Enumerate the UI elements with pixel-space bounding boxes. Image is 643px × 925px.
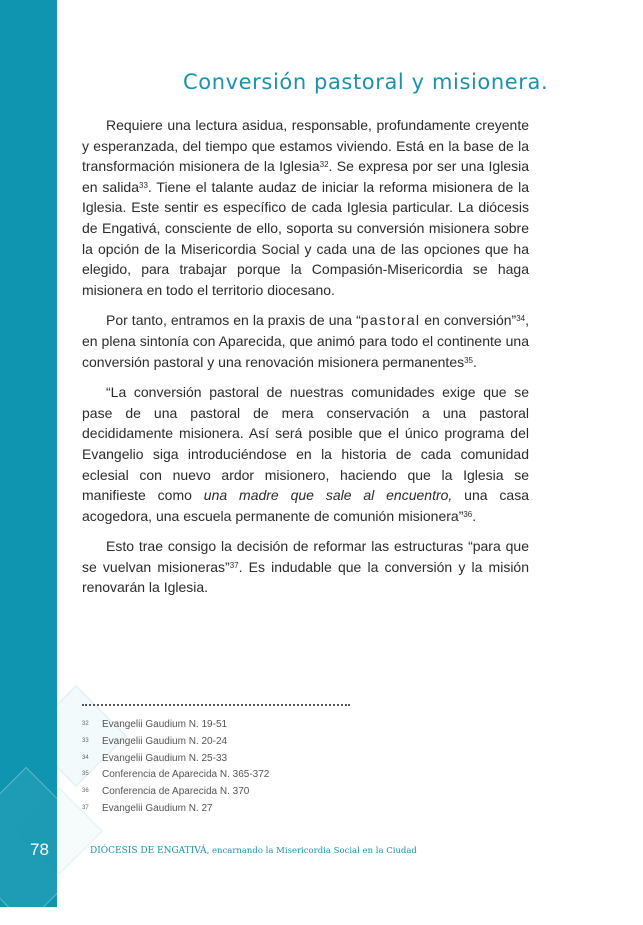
footnote-ref: 37 [229,560,239,570]
sidebar-band [0,0,57,907]
text: en conversión” [420,312,517,329]
text: una casa acogedora, una escuela permanente de comunión misionera” [82,487,529,524]
footnote-ref: 32 [319,160,329,170]
footnote-text: Conferencia de Aparecida N. 365-372 [102,769,270,781]
italic-text: una madre que sale al encuentro, [203,487,453,504]
footnote-ref: 36 [463,509,473,519]
page-title: Conversión pastoral y misionera. [183,70,549,94]
footnotes-list [82,716,269,817]
spaced-word: pastoral [360,312,421,329]
footnote-number: 33 [82,737,89,744]
text: . [472,507,477,524]
footnote-text: Conferencia de Aparecida N. 370 [102,786,250,798]
footnote-ref: 34 [516,314,526,324]
paragraph-4 [82,536,529,598]
text: “La conversión pastoral de nuestras comunidades exige que se pase de una pastoral de mera conservación a una pastoral decididamente misionera. Así será posible que el único programa del Evangelio siga introduciéndose en la historia de cada comunidad eclesial con nuevo ardor misionero, haciendo que la Iglesia se manifieste como [82,384,529,504]
text: Requiere una lectura asidua, responsable, profundamente creyente y esperanzada, del tiempo que estamos viviendo. Está en la base de la transformación misionera de la Iglesia [82,117,529,175]
footnote-number: 35 [82,771,89,778]
paragraph-3 [82,382,529,526]
footnote [82,716,269,733]
text: . Se expresa por ser una Iglesia en salida [82,158,529,195]
footnote [82,750,269,767]
footnote-ref: 35 [464,355,474,365]
paragraph-1 [82,115,529,300]
footer-tagline: , encarnando la Misericordia Social en la Ciudad [206,846,417,856]
text: . Tiene el talante audaz de iniciar la reforma misionera de la Iglesia. Este sentir es específico de cada Iglesia particular. La diócesis de Engativá, consciente de ello, soporta su conversión misionera sobre la opción de la Misericordia Social y cada una de las opciones que ha elegido, para trabajar porque la Compasión-Misericordia se haga misionera en todo el territorio diocesano. [82,178,529,298]
footnote [82,800,269,817]
footnote-number: 34 [82,754,89,761]
footnote-text: Evangelii Gaudium N. 25-33 [102,752,228,764]
footnote-number: 36 [82,788,89,795]
text: Esto trae consigo la decisión de reformar las estructuras “para que se vuelvan misioneras” [82,538,529,575]
footer-org: DIÓCESIS DE ENGATIVÁ [90,846,207,856]
text: . [473,353,477,370]
footnote [82,766,269,783]
footnote-ref: 33 [139,180,148,190]
text: Por tanto, entramos en la praxis de una “ [106,312,361,329]
footnote-number: 32 [82,721,89,727]
footnote-text: Evangelii Gaudium N. 20-24 [102,735,228,747]
body-text [82,115,529,608]
paragraph-2 [82,310,529,372]
text: , en plena sintonía con Aparecida, que animó para todo el continente una conversión pastoral y una renovación misionera permanentes [82,312,530,370]
running-footer [90,846,417,856]
footnote [82,733,269,750]
footnote-divider [82,704,350,706]
text: . Es indudable que la conversión y la misión renovarán la Iglesia. [82,558,529,596]
footnote-text: Evangelii Gaudium N. 19-51 [102,719,228,730]
footnote-number: 37 [82,804,89,811]
footnote-text: Evangelii Gaudium N. 27 [102,802,213,814]
footnote [82,783,269,800]
page-number: 78 [30,840,49,859]
